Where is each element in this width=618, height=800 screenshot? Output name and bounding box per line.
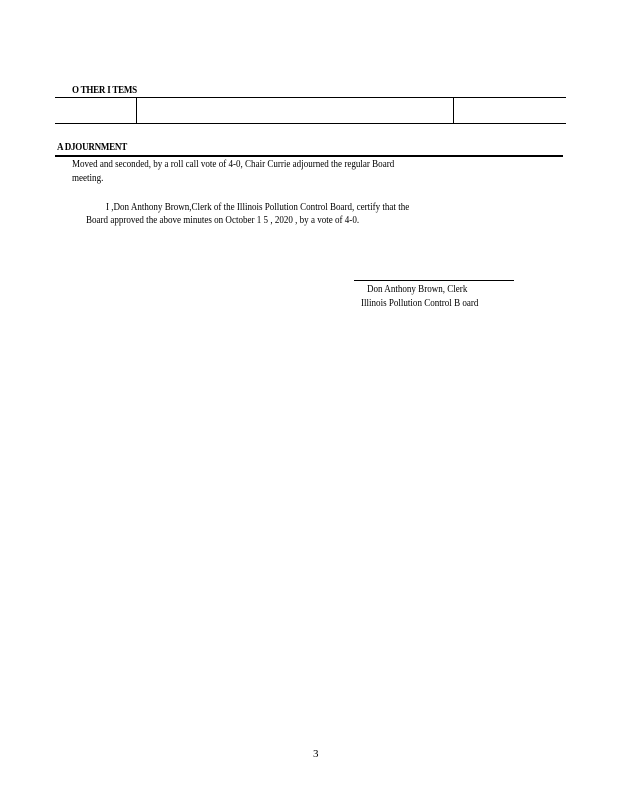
table-bottom-border	[55, 123, 566, 124]
table-column-divider	[136, 97, 137, 124]
page-number: 3	[313, 748, 319, 760]
adjournment-text-line: Moved and seconded, by a roll call vote of 4-0, Chair Currie adjourned the regular Board	[72, 159, 395, 170]
table-top-border	[55, 97, 566, 98]
signature-name: Don Anthony Brown, Clerk	[367, 284, 468, 295]
adjournment-heading: A DJOURNMENT	[57, 141, 127, 153]
certification-text-line: I ,Don Anthony Brown,Clerk of the Illinois Pollution Control Board, certify that the	[106, 202, 410, 213]
other-items-heading: O THER I TEMS	[72, 84, 137, 96]
adjournment-rule	[55, 155, 563, 157]
adjournment-text-line: meeting.	[72, 173, 104, 184]
table-column-divider	[453, 97, 454, 124]
signature-organization: Illinois Pollution Control B oard	[361, 298, 479, 309]
certification-text-line: Board approved the above minutes on October 1 5 , 2020 , by a vote of 4-0.	[86, 215, 360, 226]
signature-line	[354, 280, 514, 281]
